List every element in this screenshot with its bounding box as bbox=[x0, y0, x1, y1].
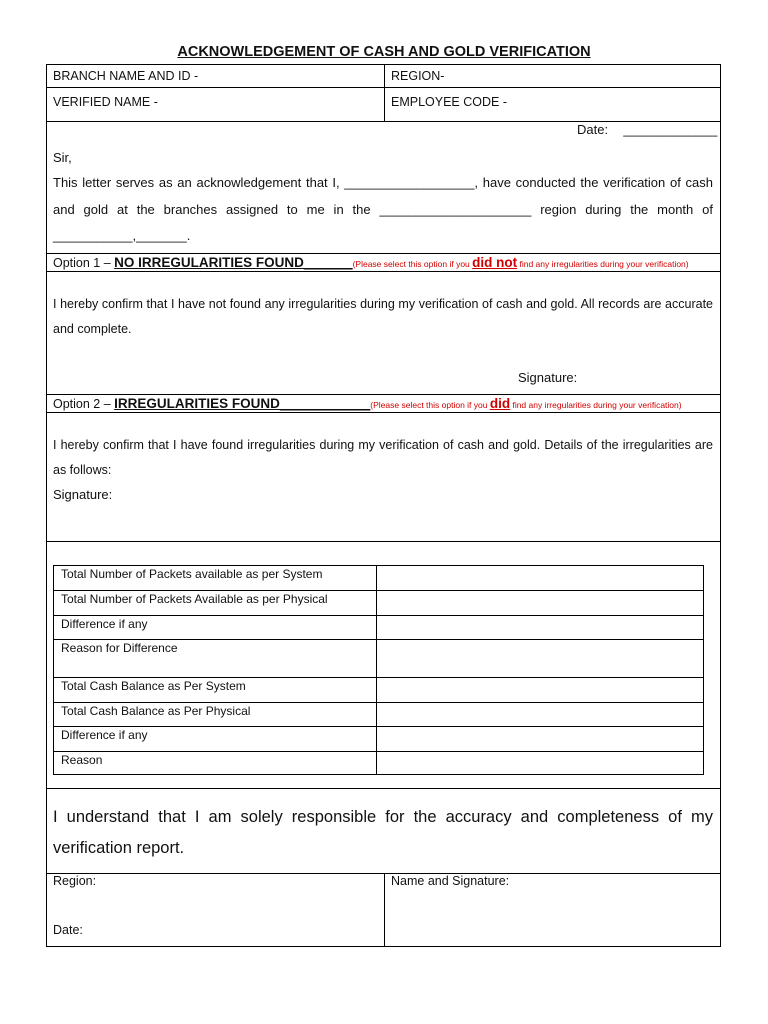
row-label: Total Cash Balance as Per Physical bbox=[61, 704, 251, 718]
option-1-title: NO IRREGULARITIES FOUND bbox=[114, 255, 304, 270]
option-2-title: IRREGULARITIES FOUND bbox=[114, 396, 280, 411]
employee-code-label: EMPLOYEE CODE - bbox=[391, 95, 507, 109]
option-1-heading: Option 1 – NO IRREGULARITIES FOUND_______(Please select this option if you did not find any irregularities during your verification) bbox=[53, 255, 689, 270]
option-2-note: (Please select this option if you did find any irregularities during your verification) bbox=[370, 396, 682, 411]
table-row bbox=[54, 640, 703, 678]
row-label: Reason for Difference bbox=[61, 641, 178, 655]
footer-name-signature-label: Name and Signature: bbox=[391, 874, 510, 888]
table-row bbox=[54, 727, 703, 752]
option-2-signature: Signature: bbox=[53, 487, 113, 502]
verified-name-label: VERIFIED NAME - bbox=[53, 95, 158, 109]
letter-body: This letter serves as an acknowledgement that I, __________________, have conducted the verification of cash and gold at the branches assigned to me in the _____________________ region during the month of ___________,_______. bbox=[53, 175, 713, 243]
header-table bbox=[46, 64, 721, 122]
details-table bbox=[53, 565, 704, 775]
row-label: Total Cash Balance as Per System bbox=[61, 679, 246, 693]
footer-region-label: Region: bbox=[53, 874, 97, 888]
row-label: Reason bbox=[61, 753, 103, 767]
date-blank: _____________ bbox=[623, 122, 718, 137]
table-row bbox=[54, 616, 703, 640]
option-1-signature: Signature: bbox=[518, 370, 578, 385]
option-1-body: I hereby confirm that I have not found any irregularities during my verification of cash and gold. All records are accurate and complete. bbox=[53, 297, 713, 336]
date-label: Date: bbox=[577, 122, 609, 137]
table-row bbox=[54, 591, 703, 616]
branch-name-label: BRANCH NAME AND ID - bbox=[53, 69, 199, 83]
salutation: Sir, bbox=[53, 150, 72, 165]
table-row bbox=[54, 752, 703, 774]
option-2-heading: Option 2 – IRREGULARITIES FOUND_____________(Please select this option if you did find any irregularities during your verification) bbox=[53, 396, 682, 411]
declaration: I understand that I am solely responsible for the accuracy and completeness of my verification report. bbox=[53, 808, 713, 857]
row-label: Difference if any bbox=[61, 728, 148, 742]
option-2-body: I hereby confirm that I have found irregularities during my verification of cash and gold. Details of the irregularities are as follows: bbox=[53, 438, 713, 477]
row-label: Difference if any bbox=[61, 617, 148, 631]
row-label: Total Number of Packets available as per System bbox=[61, 567, 323, 581]
row-label: Total Number of Packets Available as per Physical bbox=[61, 592, 328, 606]
table-row bbox=[54, 703, 703, 727]
footer-date-label: Date: bbox=[53, 923, 83, 937]
date-row bbox=[577, 122, 717, 137]
region-label: REGION- bbox=[391, 69, 445, 83]
document-title: ACKNOWLEDGEMENT OF CASH AND GOLD VERIFICATION bbox=[177, 44, 591, 60]
table-row bbox=[54, 678, 703, 703]
table-row bbox=[54, 566, 703, 591]
option-1-note: (Please select this option if you did not find any irregularities during your verification) bbox=[352, 255, 689, 270]
